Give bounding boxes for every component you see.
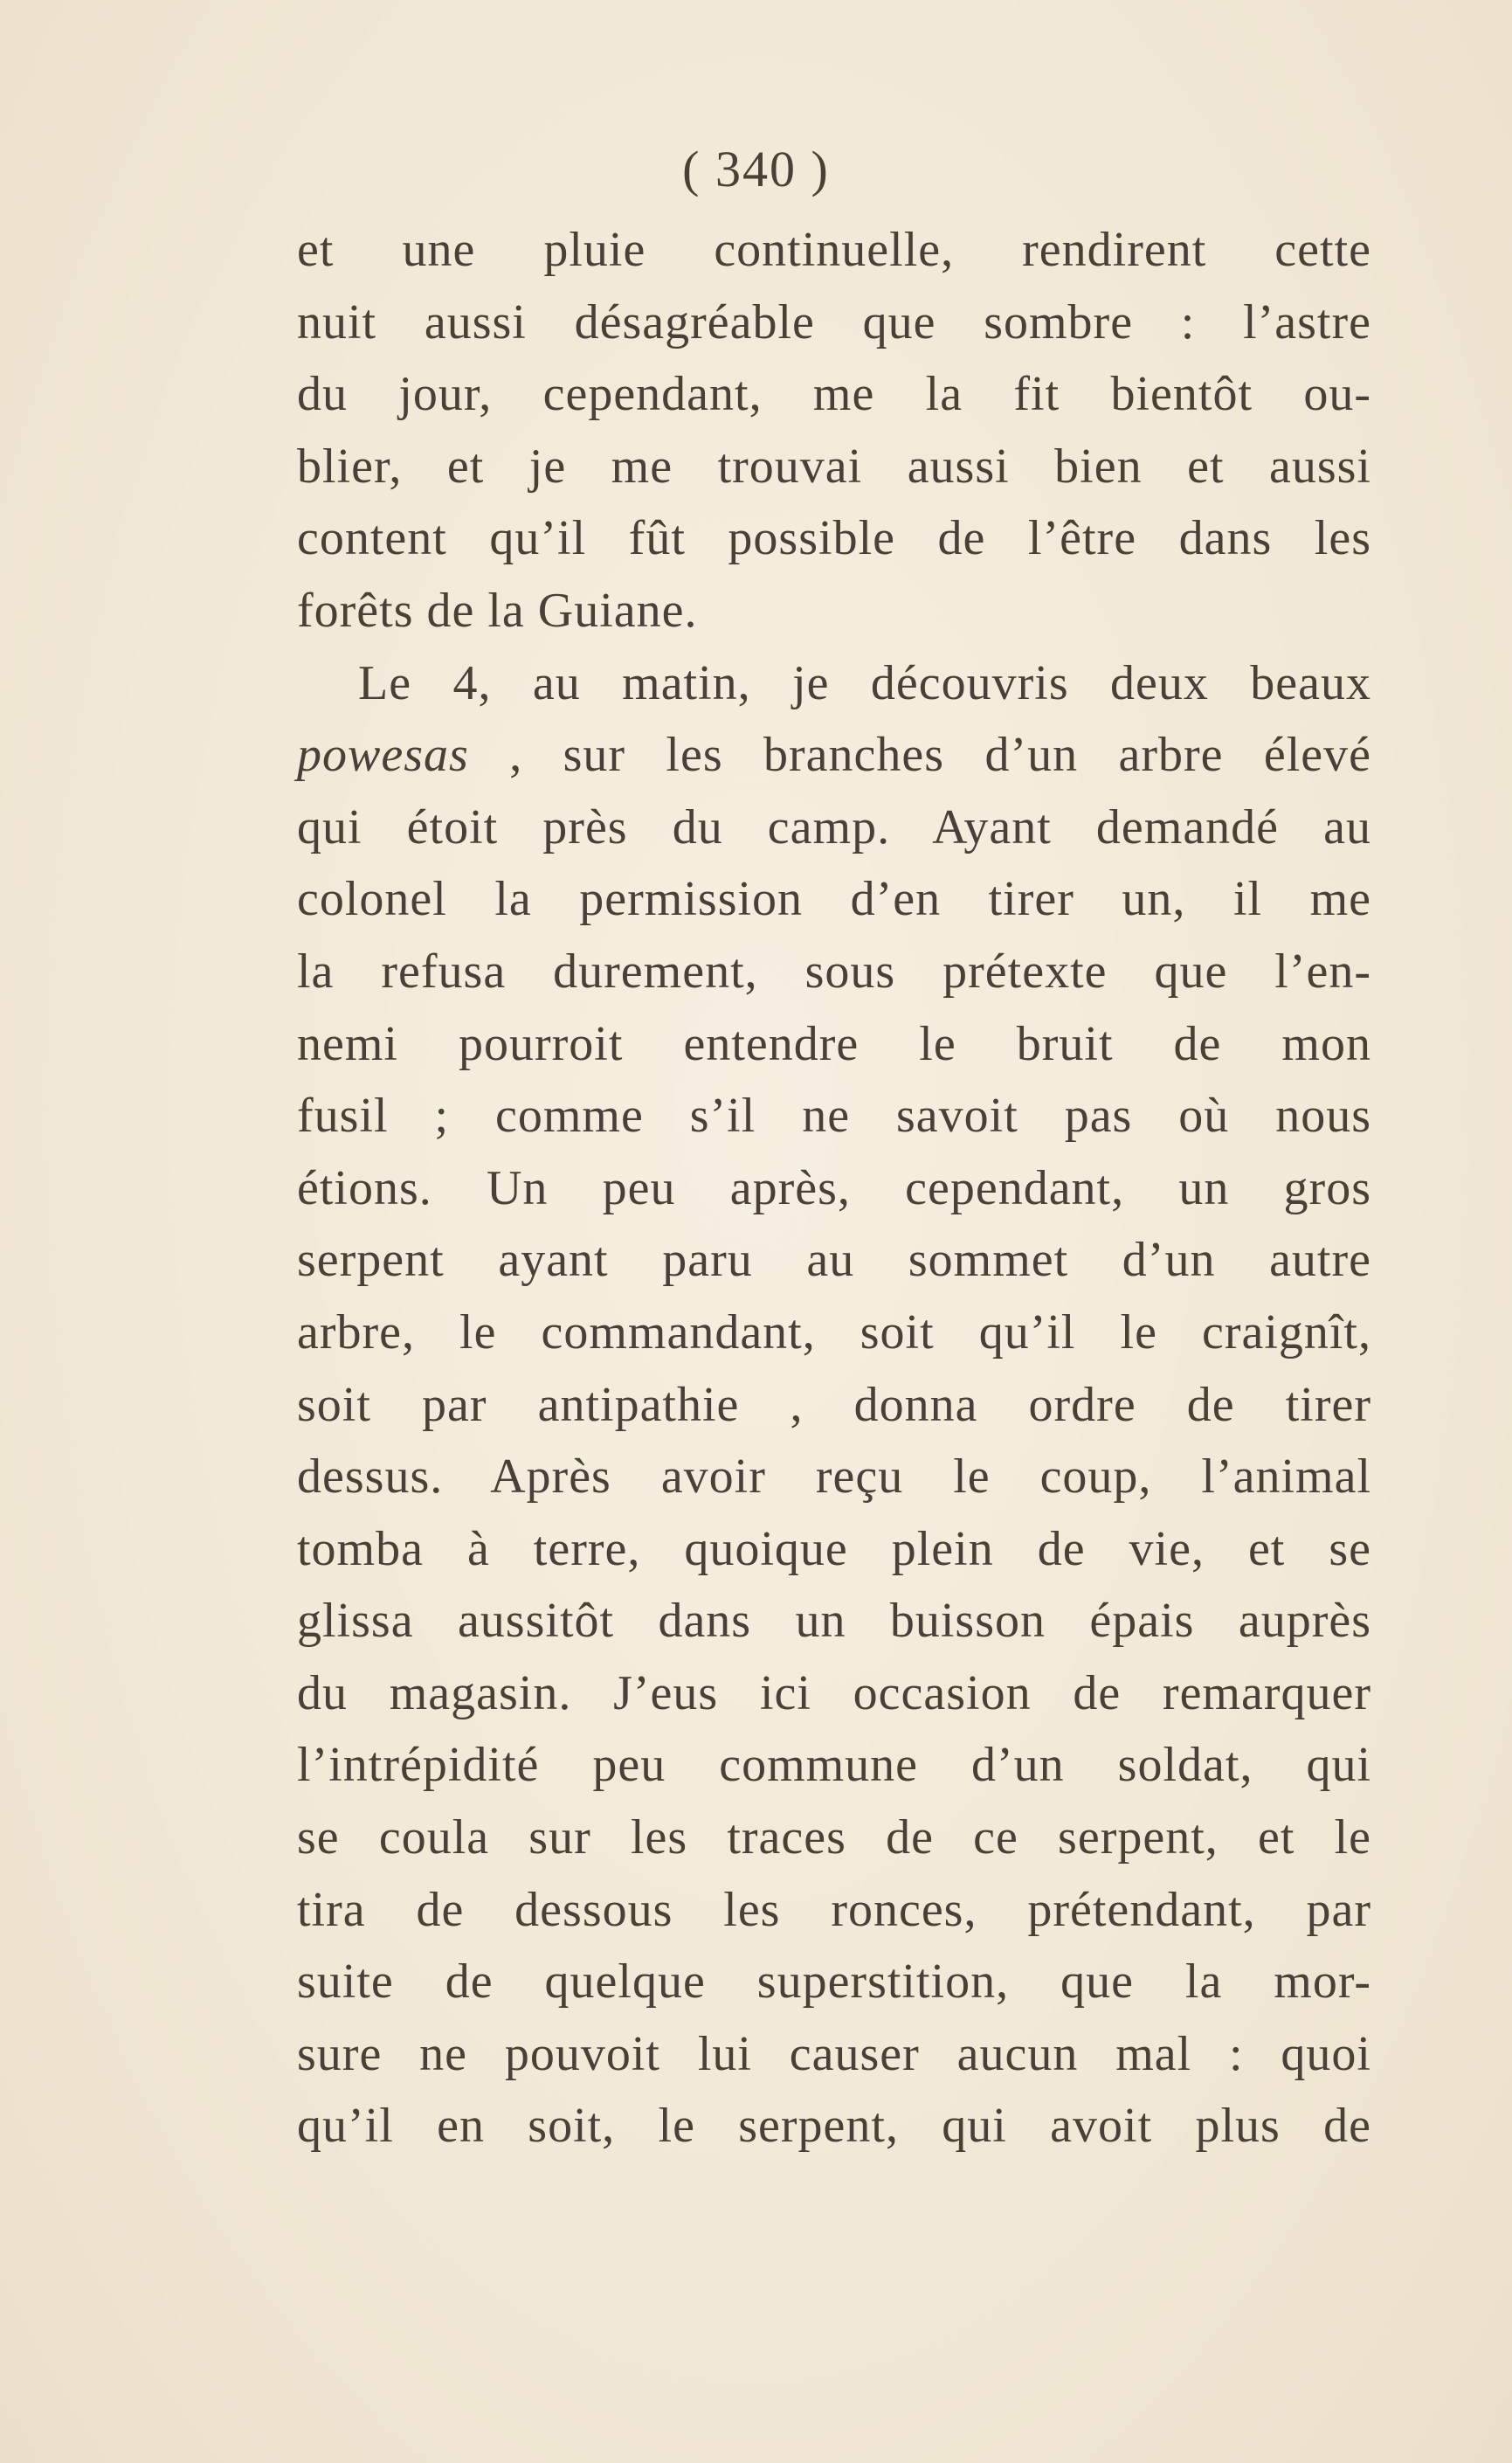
text-line: content qu’il fût possible de l’être dans les <box>297 511 1371 566</box>
text-line: forêts de la Guiane. <box>297 583 698 638</box>
text-line: dessus. Après avoir reçu le coup, l’animal <box>297 1449 1371 1505</box>
text-line: nemi pourroit entendre le bruit de mon <box>297 1016 1371 1071</box>
text-line: du jour, cependant, me la fit bientôt ou- <box>297 367 1371 422</box>
text-line: sure ne pouvoit lui causer aucun mal : quoi <box>297 2026 1371 2081</box>
text-line: colonel la permission d’en tirer un, il me <box>297 872 1371 927</box>
text-line: serpent ayant paru au sommet d’un autre <box>297 1233 1371 1288</box>
text-line: blier, et je me trouvai aussi bien et aussi <box>297 439 1371 494</box>
text-line: l’intrépidité peu commune d’un soldat, qui <box>297 1738 1371 1793</box>
text-line: la refusa durement, sous prétexte que l’en- <box>297 944 1371 999</box>
text-line: tira de dessous les ronces, prétendant, par <box>297 1882 1371 1937</box>
text-line: se coula sur les traces de ce serpent, et le <box>297 1810 1371 1865</box>
text-line: glissa aussitôt dans un buisson épais auprès <box>297 1594 1371 1649</box>
text-line: et une pluie continuelle, rendirent cette <box>297 223 1371 277</box>
text-line: suite de quelque superstition, que la mor- <box>297 1954 1371 2010</box>
text-line: arbre, le commandant, soit qu’il le craignît, <box>297 1304 1371 1359</box>
text-line: du magasin. J’eus ici occasion de remarquer <box>297 1665 1371 1720</box>
body-text <box>297 214 1371 2162</box>
text-line: qu’il en soit, le serpent, qui avoit plus de <box>297 2099 1371 2154</box>
text-line: soit par antipathie , donna ordre de tirer <box>297 1377 1371 1432</box>
text-line: qui étoit près du camp. Ayant demandé au <box>297 799 1371 854</box>
text-line: fusil ; comme s’il ne savoit pas où nous <box>297 1089 1371 1144</box>
italic-word: powesas <box>297 728 469 783</box>
text-line: Le 4, au matin, je découvris deux beaux <box>358 655 1371 710</box>
text-line: étions. Un peu après, cependant, un gros <box>297 1160 1371 1215</box>
page-number: ( 340 ) <box>682 141 830 197</box>
text-line: nuit aussi désagréable que sombre : l’astre <box>297 294 1371 349</box>
text-line-with-italic <box>297 719 1371 792</box>
text-line: tomba à terre, quoique plein de vie, et se <box>297 1521 1371 1576</box>
text-line-rest: , sur les branches d’un arbre élevé <box>509 728 1372 783</box>
